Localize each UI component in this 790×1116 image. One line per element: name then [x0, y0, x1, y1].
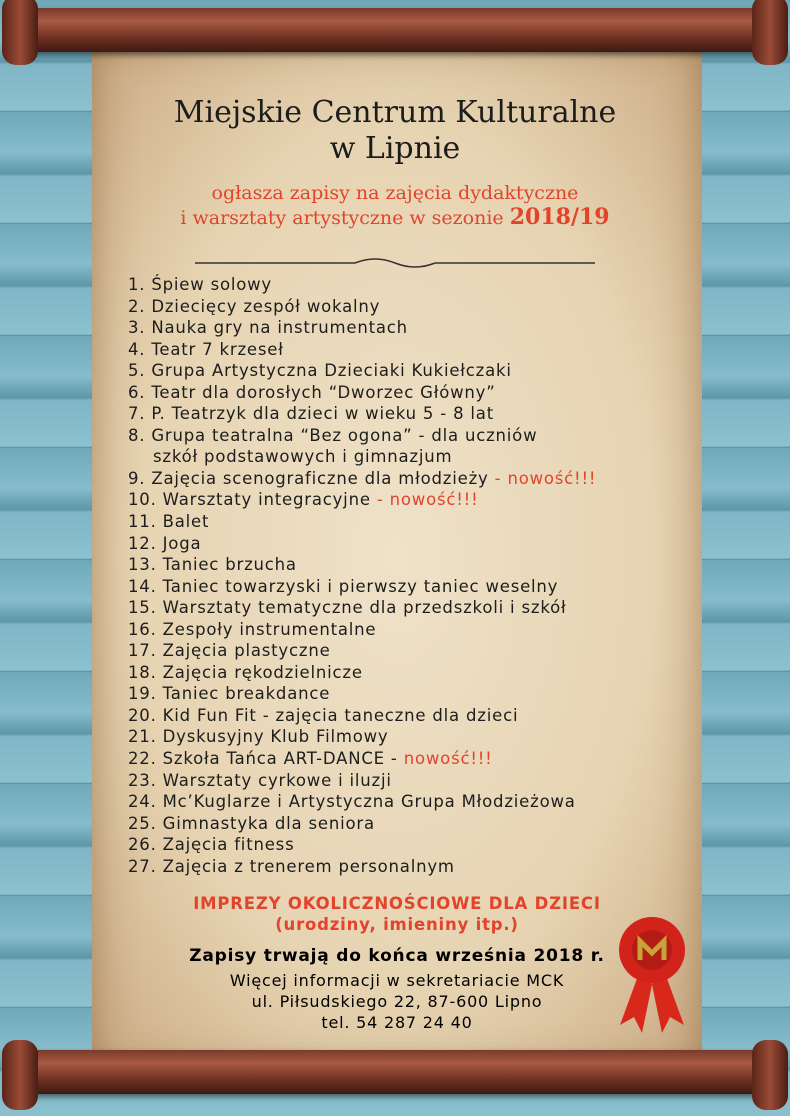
- subtitle-text: i warsztaty artystyczne w sezonie: [180, 207, 504, 229]
- list-item: [128, 748, 596, 770]
- activity-list: [128, 274, 596, 877]
- item-number: 18.: [128, 662, 157, 682]
- item-text: Zajęcia plastyczne: [162, 641, 331, 661]
- events-subheading: (urodziny, imieniny itp.): [275, 915, 519, 934]
- list-item: [128, 726, 596, 748]
- list-item: [128, 382, 596, 404]
- address: ul. Piłsudskiego 22, 87-600 Lipno: [251, 992, 543, 1011]
- item-text: Taniec brzucha: [162, 555, 297, 575]
- item-number: 17.: [128, 641, 157, 661]
- rod-knob: [2, 1040, 38, 1110]
- list-item-continuation: szkół podstawowych i gimnazjum: [153, 447, 453, 467]
- list-item: [128, 489, 596, 511]
- list-item: [128, 856, 596, 878]
- subtitle-line2: [0, 206, 790, 230]
- item-text: Mc’Kuglarze i Artystyczna Grupa Młodzieżowa: [162, 792, 576, 812]
- item-number: 7.: [128, 404, 146, 424]
- list-item: [128, 296, 596, 318]
- title-line2: w Lipnie: [329, 131, 461, 166]
- item-text: Zespoły instrumentalne: [162, 619, 377, 639]
- new-badge: nowość!!!: [403, 749, 493, 769]
- season: 2018/19: [509, 204, 610, 230]
- item-number: 27.: [128, 856, 157, 876]
- list-item: [128, 425, 596, 447]
- new-badge: - nowość!!!: [494, 468, 597, 488]
- list-item: [128, 576, 596, 598]
- item-text: Taniec breakdance: [162, 684, 331, 704]
- list-item: [128, 468, 596, 490]
- item-number: 8.: [128, 425, 146, 445]
- item-number: 15.: [128, 598, 157, 618]
- list-item: [128, 813, 596, 835]
- item-text: Szkoła Tańca ART-DANCE -: [162, 749, 398, 769]
- title: Miejskie Centrum Kulturalne: [173, 95, 617, 130]
- subtitle: ogłasza zapisy na zajęcia dydaktyczne: [211, 182, 579, 204]
- item-number: 1.: [128, 275, 146, 294]
- item-number: 6.: [128, 382, 146, 402]
- item-text: Taniec towarzyski i pierwszy taniec weselny: [162, 576, 559, 596]
- item-number: 21.: [128, 727, 157, 747]
- item-number: 20.: [128, 705, 157, 725]
- phone: tel. 54 287 24 40: [321, 1013, 473, 1032]
- deadline: Zapisy trwają do końca września 2018 r.: [189, 946, 605, 966]
- item-text: Dyskusyjny Klub Filmowy: [162, 727, 389, 747]
- item-text: Grupa teatralna “Bez ogona” - dla uczniów: [151, 425, 538, 445]
- item-number: 9.: [128, 468, 146, 488]
- list-item: [128, 274, 596, 296]
- list-item: [128, 705, 596, 727]
- wax-seal-icon: [612, 905, 692, 1035]
- item-text: Dziecięcy zespół wokalny: [151, 296, 381, 316]
- ornament-divider: [195, 258, 595, 268]
- list-item: [128, 339, 596, 361]
- item-number: 19.: [128, 684, 157, 704]
- item-text: Śpiew solowy: [151, 275, 272, 294]
- item-number: 16.: [128, 619, 157, 639]
- new-badge: - nowość!!!: [376, 490, 479, 510]
- info: Więcej informacji w sekretariacie MCK: [229, 971, 565, 990]
- list-item: [128, 770, 596, 792]
- item-number: 24.: [128, 792, 157, 812]
- item-number: 25.: [128, 813, 157, 833]
- rod-knob: [752, 0, 788, 65]
- item-number: 4.: [128, 339, 146, 359]
- list-item: [128, 317, 596, 339]
- item-number: 23.: [128, 770, 157, 790]
- top-scroll-rod: [10, 8, 780, 52]
- item-text: Gimnastyka dla seniora: [162, 813, 375, 833]
- list-item: [128, 791, 596, 813]
- item-text: P. Teatrzyk dla dzieci w wieku 5 - 8 lat: [151, 404, 494, 424]
- item-number: 2.: [128, 296, 146, 316]
- item-text: Zajęcia rękodzielnicze: [162, 662, 363, 682]
- list-item: [128, 683, 596, 705]
- list-item: [128, 360, 596, 382]
- list-item: [128, 619, 596, 641]
- rod-knob: [2, 0, 38, 65]
- item-text: Teatr 7 krzeseł: [151, 339, 284, 359]
- item-number: 14.: [128, 576, 157, 596]
- item-text: Kid Fun Fit - zajęcia taneczne dla dzieci: [162, 705, 519, 725]
- item-text: Zajęcia scenograficzne dla młodzieży: [151, 468, 489, 488]
- bottom-scroll-rod: [10, 1050, 780, 1094]
- events-heading: IMPREZY OKOLICZNOŚCIOWE DLA DZIECI: [193, 894, 601, 913]
- item-number: 13.: [128, 555, 157, 575]
- list-item: [128, 511, 596, 533]
- item-text: Nauka gry na instrumentach: [151, 318, 408, 338]
- item-number: 5.: [128, 361, 146, 381]
- list-item: [128, 403, 596, 425]
- list-item: [128, 533, 596, 555]
- item-number: 12.: [128, 533, 157, 553]
- item-number: 22.: [128, 749, 157, 769]
- item-text: Zajęcia z trenerem personalnym: [162, 856, 455, 876]
- item-text: Warsztaty tematyczne dla przedszkoli i szkół: [162, 598, 567, 618]
- list-item: [128, 640, 596, 662]
- item-text: Joga: [162, 533, 202, 553]
- item-text: Zajęcia fitness: [162, 835, 295, 855]
- item-text: Warsztaty integracyjne: [162, 490, 371, 510]
- item-text: Grupa Artystyczna Dzieciaki Kukiełczaki: [151, 361, 512, 381]
- item-number: 26.: [128, 835, 157, 855]
- list-item: [128, 662, 596, 684]
- item-number: 10.: [128, 490, 157, 510]
- list-item: [128, 554, 596, 576]
- item-text: Balet: [162, 512, 210, 532]
- rod-knob: [752, 1040, 788, 1110]
- item-text: Teatr dla dorosłych “Dworzec Główny”: [151, 382, 496, 402]
- list-item: [128, 834, 596, 856]
- item-number: 3.: [128, 318, 146, 338]
- list-item: [128, 597, 596, 619]
- item-text: Warsztaty cyrkowe i iluzji: [162, 770, 392, 790]
- item-number: 11.: [128, 512, 157, 532]
